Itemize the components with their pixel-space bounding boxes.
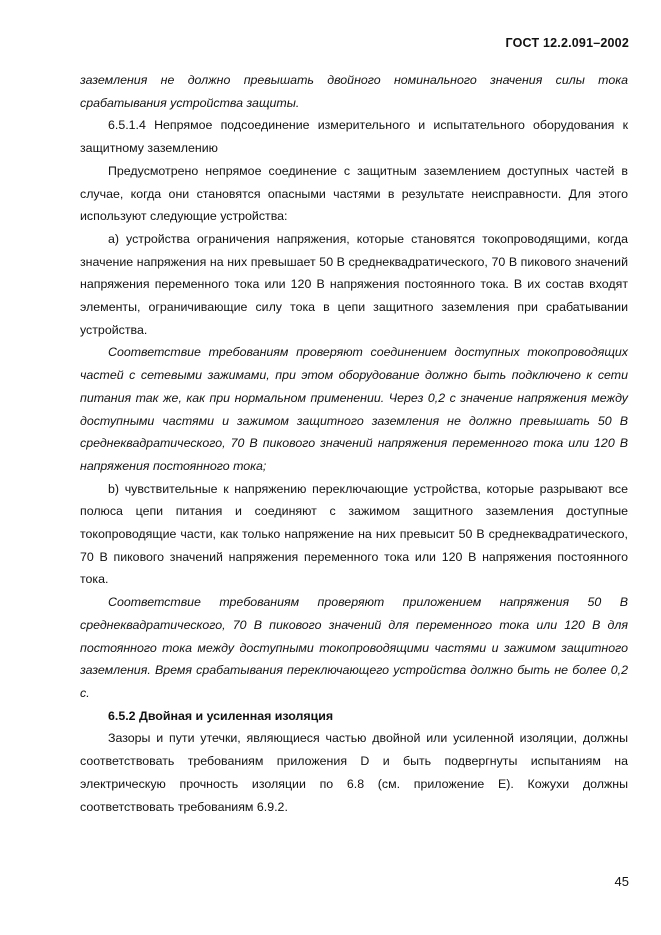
item-a-verification: Соответствие требованиям проверяют соединением доступных токопроводящих частей с сетевыми зажимами, при этом оборудование должно быть подключено к сети питания так же, как при нормальном применении. Через 0,2 с значение напряжения между доступными частями и зажимом защитного заземления не должно превышать 50 В среднеквадратического, 70 В пикового значений напряжения переменного тока или 120 В напряжения постоянного тока;	[80, 345, 628, 473]
clause-6-5-1-4-title: 6.5.1.4 Непрямое подсоединение измерительного и испытательного оборудования к защитному заземлению	[80, 118, 628, 156]
item-a: a) устройства ограничения напряжения, которые становятся токопроводящими, когда значение напряжения на них превышает 50 В среднеквадратического, 70 В пикового значений напряжения переменного тока или 120 В напряжения постоянного тока. В их состав входят элементы, ограничивающие силу тока в цепи защитного заземления при срабатывании устройства.	[80, 231, 628, 337]
item-b: b) чувствительные к напряжению переключающие устройства, которые разрывают все полюса цепи питания и соединяют с зажимом защитного заземления доступные токопроводящие части, как только напряжение на них превысит 50 В среднеквадратического, 70 В пикового значений напряжения переменного тока или 120 В напряжения постоянного тока.	[80, 481, 628, 587]
paragraph-continuation: заземления не должно превышать двойного номинального значения силы тока срабатывания устройства защиты.	[80, 73, 628, 110]
page-number: 45	[614, 874, 629, 889]
item-b-verification: Соответствие требованиям проверяют приложением напряжения 50 В среднеквадратического, 70 В пикового значений для переменного тока или 120 В для постоянного тока между доступными токопроводящими частями и зажимом защитного заземления. Время срабатывания переключающего устройства должно быть не более 0,2 с.	[80, 595, 628, 700]
section-6-5-2-text: Зазоры и пути утечки, являющиеся частью двойной или усиленной изоляции, должны соответствовать требованиям приложения D и быть подвергнуты испытаниям на электрическую прочность изоляции по 6.8 (см. приложение Е). Кожухи должны соответствовать требованиям 6.9.2.	[80, 731, 628, 814]
section-6-5-2-heading: 6.5.2 Двойная и усиленная изоляция	[108, 708, 334, 723]
paragraph-intro: Предусмотрено непрямое соединение с защитным заземлением доступных частей в случае, когда они становятся опасными частями в результате неисправности. Для этого используют следующие устройства:	[80, 163, 628, 224]
standard-header: ГОСТ 12.2.091–2002	[505, 36, 629, 50]
document-body	[80, 69, 628, 818]
